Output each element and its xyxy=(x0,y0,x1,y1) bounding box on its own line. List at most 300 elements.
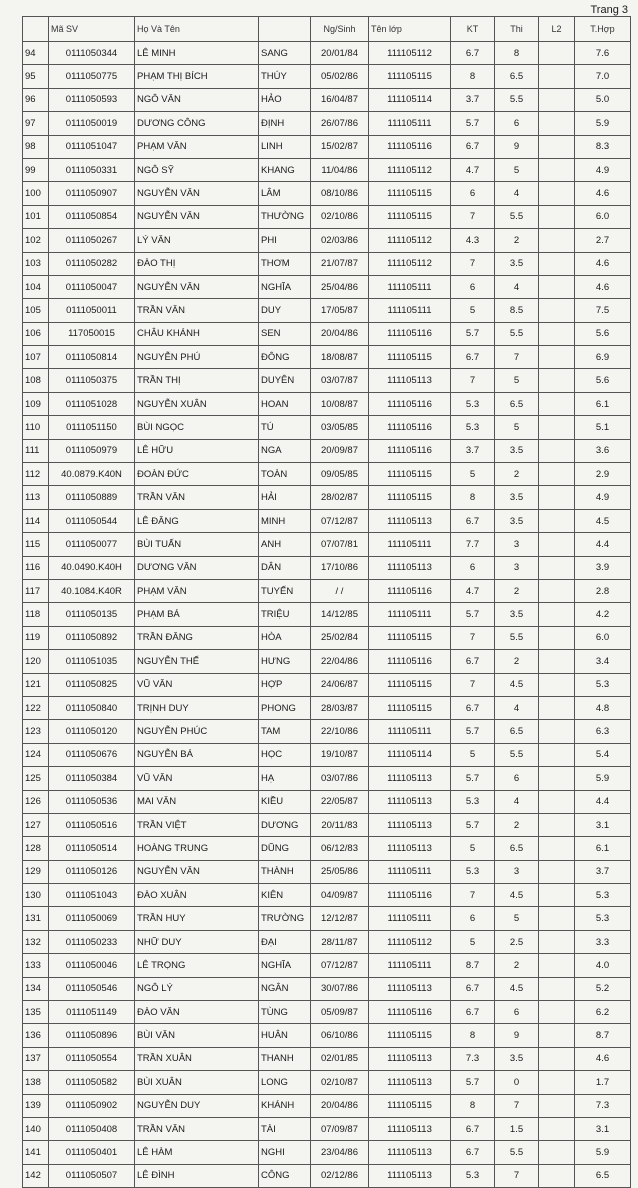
table-row xyxy=(23,673,631,696)
student-id: 0111050854 xyxy=(49,205,135,228)
row-number: 140 xyxy=(23,1117,49,1140)
exam-score: 5.5 xyxy=(495,743,539,766)
class-code: 111105111 xyxy=(369,299,451,322)
header-ho-va-ten: Họ Và Tên xyxy=(135,17,259,42)
birth-date: 03/07/86 xyxy=(311,767,369,790)
student-id: 0111050814 xyxy=(49,346,135,369)
student-id: 0111051028 xyxy=(49,392,135,415)
given-name: TAM xyxy=(259,720,311,743)
given-name: ĐÔNG xyxy=(259,346,311,369)
given-name: TRIỆU xyxy=(259,603,311,626)
kt-score: 6.7 xyxy=(451,977,495,1000)
family-name: ĐÀO XUÂN xyxy=(135,884,259,907)
exam-score: 5.5 xyxy=(495,1141,539,1164)
kt-score: 8 xyxy=(451,65,495,88)
student-id: 0111050902 xyxy=(49,1094,135,1117)
birth-date: / / xyxy=(311,579,369,602)
table-row xyxy=(23,1001,631,1024)
l2-score xyxy=(539,416,575,439)
birth-date: 02/03/86 xyxy=(311,229,369,252)
birth-date: 20/04/86 xyxy=(311,322,369,345)
total-score: 4.2 xyxy=(575,603,631,626)
l2-score xyxy=(539,1117,575,1140)
table-row xyxy=(23,626,631,649)
family-name: NGUYỄN BÁ xyxy=(135,743,259,766)
l2-score xyxy=(539,860,575,883)
table-row xyxy=(23,837,631,860)
family-name: TRẦN THỊ xyxy=(135,369,259,392)
row-number: 114 xyxy=(23,509,49,532)
row-number: 122 xyxy=(23,696,49,719)
class-code: 111105116 xyxy=(369,439,451,462)
birth-date: 20/11/83 xyxy=(311,813,369,836)
l2-score xyxy=(539,603,575,626)
row-number: 112 xyxy=(23,463,49,486)
birth-date: 06/10/86 xyxy=(311,1024,369,1047)
row-number: 136 xyxy=(23,1024,49,1047)
given-name: NGHI xyxy=(259,1141,311,1164)
total-score: 3.4 xyxy=(575,650,631,673)
given-name: HẢO xyxy=(259,88,311,111)
row-number: 107 xyxy=(23,346,49,369)
class-code: 111105116 xyxy=(369,416,451,439)
family-name: CHÂU KHÁNH xyxy=(135,322,259,345)
student-id: 0111050979 xyxy=(49,439,135,462)
class-code: 111105113 xyxy=(369,1071,451,1094)
given-name: TÚ xyxy=(259,416,311,439)
birth-date: 06/12/83 xyxy=(311,837,369,860)
student-id: 0111050896 xyxy=(49,1024,135,1047)
class-code: 111105112 xyxy=(369,229,451,252)
table-row xyxy=(23,42,631,65)
kt-score: 5.7 xyxy=(451,112,495,135)
table-row xyxy=(23,977,631,1000)
class-code: 111105116 xyxy=(369,650,451,673)
kt-score: 5.7 xyxy=(451,322,495,345)
family-name: LÝ VĂN xyxy=(135,229,259,252)
exam-score: 5.5 xyxy=(495,626,539,649)
exam-score: 2.5 xyxy=(495,930,539,953)
l2-score xyxy=(539,42,575,65)
table-row xyxy=(23,1094,631,1117)
total-score: 4.6 xyxy=(575,275,631,298)
exam-score: 3.5 xyxy=(495,1047,539,1070)
family-name: LÊ HÀM xyxy=(135,1141,259,1164)
student-id: 0111050546 xyxy=(49,977,135,1000)
birth-date: 17/05/87 xyxy=(311,299,369,322)
student-id: 0111050267 xyxy=(49,229,135,252)
student-id: 0111050344 xyxy=(49,42,135,65)
exam-score: 2 xyxy=(495,579,539,602)
kt-score: 7.3 xyxy=(451,1047,495,1070)
student-id: 0111050840 xyxy=(49,696,135,719)
header-thop: T.Hợp xyxy=(575,17,631,42)
total-score: 6.0 xyxy=(575,205,631,228)
kt-score: 3.7 xyxy=(451,439,495,462)
given-name: ĐỊNH xyxy=(259,112,311,135)
l2-score xyxy=(539,369,575,392)
table-row xyxy=(23,112,631,135)
student-id: 0111050047 xyxy=(49,275,135,298)
total-score: 3.9 xyxy=(575,556,631,579)
birth-date: 20/01/84 xyxy=(311,42,369,65)
given-name: DUY xyxy=(259,299,311,322)
exam-score: 2 xyxy=(495,463,539,486)
class-code: 111105111 xyxy=(369,533,451,556)
table-row xyxy=(23,767,631,790)
row-number: 128 xyxy=(23,837,49,860)
family-name: BÙI VĂN xyxy=(135,1024,259,1047)
exam-score: 2 xyxy=(495,229,539,252)
table-row xyxy=(23,579,631,602)
class-code: 111105112 xyxy=(369,930,451,953)
table-row xyxy=(23,1047,631,1070)
given-name: HẠ xyxy=(259,767,311,790)
birth-date: 12/12/87 xyxy=(311,907,369,930)
kt-score: 7 xyxy=(451,884,495,907)
birth-date: 28/03/87 xyxy=(311,696,369,719)
exam-score: 1.5 xyxy=(495,1117,539,1140)
exam-score: 5 xyxy=(495,416,539,439)
table-row xyxy=(23,743,631,766)
birth-date: 02/12/86 xyxy=(311,1164,369,1187)
row-number: 119 xyxy=(23,626,49,649)
given-name: KIÊN xyxy=(259,884,311,907)
l2-score xyxy=(539,112,575,135)
row-number: 110 xyxy=(23,416,49,439)
kt-score: 6.7 xyxy=(451,509,495,532)
student-id: 0111050825 xyxy=(49,673,135,696)
kt-score: 6 xyxy=(451,556,495,579)
total-score: 5.2 xyxy=(575,977,631,1000)
family-name: PHẠM BÁ xyxy=(135,603,259,626)
class-code: 111105115 xyxy=(369,65,451,88)
l2-score xyxy=(539,439,575,462)
row-number: 95 xyxy=(23,65,49,88)
birth-date: 25/05/86 xyxy=(311,860,369,883)
exam-score: 6.5 xyxy=(495,65,539,88)
total-score: 3.1 xyxy=(575,1117,631,1140)
family-name: NGUYỄN THẾ xyxy=(135,650,259,673)
exam-score: 5.5 xyxy=(495,322,539,345)
l2-score xyxy=(539,626,575,649)
table-row xyxy=(23,603,631,626)
student-id: 0111050331 xyxy=(49,158,135,181)
total-score: 4.6 xyxy=(575,252,631,275)
birth-date: 03/07/87 xyxy=(311,369,369,392)
kt-score: 7 xyxy=(451,205,495,228)
table-row xyxy=(23,556,631,579)
exam-score: 2 xyxy=(495,954,539,977)
family-name: NGUYỄN PHÚ xyxy=(135,346,259,369)
given-name: DUYÊN xyxy=(259,369,311,392)
birth-date: 08/10/86 xyxy=(311,182,369,205)
l2-score xyxy=(539,486,575,509)
given-name: CÔNG xyxy=(259,1164,311,1187)
birth-date: 14/12/85 xyxy=(311,603,369,626)
student-id: 0111050046 xyxy=(49,954,135,977)
exam-score: 5 xyxy=(495,158,539,181)
row-number: 130 xyxy=(23,884,49,907)
given-name: LONG xyxy=(259,1071,311,1094)
birth-date: 07/09/87 xyxy=(311,1117,369,1140)
l2-score xyxy=(539,813,575,836)
student-id: 0111050401 xyxy=(49,1141,135,1164)
birth-date: 23/04/86 xyxy=(311,1141,369,1164)
student-id: 0111050507 xyxy=(49,1164,135,1187)
class-code: 111105112 xyxy=(369,158,451,181)
row-number: 135 xyxy=(23,1001,49,1024)
kt-score: 5.7 xyxy=(451,813,495,836)
row-number: 123 xyxy=(23,720,49,743)
family-name: NGUYỄN VĂN xyxy=(135,275,259,298)
row-number: 132 xyxy=(23,930,49,953)
table-row xyxy=(23,275,631,298)
kt-score: 5.7 xyxy=(451,767,495,790)
table-row xyxy=(23,930,631,953)
kt-score: 6 xyxy=(451,275,495,298)
student-id: 0111050077 xyxy=(49,533,135,556)
given-name: HỌC xyxy=(259,743,311,766)
row-number: 108 xyxy=(23,369,49,392)
total-score: 5.3 xyxy=(575,907,631,930)
kt-score: 5.7 xyxy=(451,603,495,626)
family-name: VŨ VĂN xyxy=(135,767,259,790)
family-name: ĐÀO VĂN xyxy=(135,1001,259,1024)
birth-date: 22/05/87 xyxy=(311,790,369,813)
family-name: TRẦN HUY xyxy=(135,907,259,930)
family-name: LÊ MINH xyxy=(135,42,259,65)
student-id: 0111050120 xyxy=(49,720,135,743)
l2-score xyxy=(539,182,575,205)
given-name: HUÂN xyxy=(259,1024,311,1047)
class-code: 111105113 xyxy=(369,1164,451,1187)
birth-date: 04/09/87 xyxy=(311,884,369,907)
total-score: 5.6 xyxy=(575,322,631,345)
l2-score xyxy=(539,1164,575,1187)
l2-score xyxy=(539,954,575,977)
given-name: THƠM xyxy=(259,252,311,275)
birth-date: 05/09/87 xyxy=(311,1001,369,1024)
kt-score: 7 xyxy=(451,369,495,392)
l2-score xyxy=(539,1024,575,1047)
kt-score: 6.7 xyxy=(451,346,495,369)
given-name: NGÂN xyxy=(259,977,311,1000)
family-name: PHẠM VĂN xyxy=(135,135,259,158)
student-id: 0111050282 xyxy=(49,252,135,275)
kt-score: 7 xyxy=(451,252,495,275)
student-id: 0111050135 xyxy=(49,603,135,626)
table-row xyxy=(23,1071,631,1094)
l2-score xyxy=(539,65,575,88)
class-code: 111105113 xyxy=(369,790,451,813)
table-row xyxy=(23,463,631,486)
table-row xyxy=(23,135,631,158)
total-score: 4.6 xyxy=(575,182,631,205)
student-id: 0111050907 xyxy=(49,182,135,205)
l2-score xyxy=(539,1094,575,1117)
total-score: 7.0 xyxy=(575,65,631,88)
family-name: BÙI NGỌC xyxy=(135,416,259,439)
given-name: TOÀN xyxy=(259,463,311,486)
header-stt xyxy=(23,17,49,42)
l2-score xyxy=(539,767,575,790)
row-number: 121 xyxy=(23,673,49,696)
table-row xyxy=(23,158,631,181)
total-score: 3.3 xyxy=(575,930,631,953)
l2-score xyxy=(539,158,575,181)
total-score: 5.4 xyxy=(575,743,631,766)
family-name: NGUYỄN XUÂN xyxy=(135,392,259,415)
birth-date: 10/08/87 xyxy=(311,392,369,415)
kt-score: 5 xyxy=(451,463,495,486)
total-score: 8.3 xyxy=(575,135,631,158)
row-number: 129 xyxy=(23,860,49,883)
kt-score: 5.3 xyxy=(451,392,495,415)
class-code: 111105115 xyxy=(369,182,451,205)
kt-score: 3.7 xyxy=(451,88,495,111)
student-id: 0111050582 xyxy=(49,1071,135,1094)
table-row xyxy=(23,533,631,556)
row-number: 96 xyxy=(23,88,49,111)
family-name: HOÀNG TRUNG xyxy=(135,837,259,860)
family-name: LÊ ĐĂNG xyxy=(135,509,259,532)
given-name: KHÁNH xyxy=(259,1094,311,1117)
family-name: LÊ TRỌNG xyxy=(135,954,259,977)
student-id: 0111050019 xyxy=(49,112,135,135)
table-row xyxy=(23,954,631,977)
l2-score xyxy=(539,322,575,345)
total-score: 5.9 xyxy=(575,1141,631,1164)
row-number: 138 xyxy=(23,1071,49,1094)
family-name: DƯƠNG VĂN xyxy=(135,556,259,579)
total-score: 4.9 xyxy=(575,486,631,509)
kt-score: 6.7 xyxy=(451,1117,495,1140)
family-name: NHỮ DUY xyxy=(135,930,259,953)
birth-date: 20/04/86 xyxy=(311,1094,369,1117)
l2-score xyxy=(539,1001,575,1024)
family-name: MAI VĂN xyxy=(135,790,259,813)
family-name: NGÔ VĂN xyxy=(135,88,259,111)
class-code: 111105116 xyxy=(369,135,451,158)
l2-score xyxy=(539,650,575,673)
kt-score: 6.7 xyxy=(451,135,495,158)
given-name: LINH xyxy=(259,135,311,158)
given-name: TUYẾN xyxy=(259,579,311,602)
kt-score: 4.7 xyxy=(451,579,495,602)
birth-date: 02/10/86 xyxy=(311,205,369,228)
family-name: NGÔ LÝ xyxy=(135,977,259,1000)
student-id: 0111050384 xyxy=(49,767,135,790)
birth-date: 07/12/87 xyxy=(311,954,369,977)
row-number: 113 xyxy=(23,486,49,509)
given-name: DŨNG xyxy=(259,837,311,860)
row-number: 141 xyxy=(23,1141,49,1164)
family-name: BÙI XUÂN xyxy=(135,1071,259,1094)
total-score: 6.0 xyxy=(575,626,631,649)
row-number: 117 xyxy=(23,579,49,602)
kt-score: 6 xyxy=(451,182,495,205)
exam-score: 3 xyxy=(495,533,539,556)
exam-score: 4 xyxy=(495,696,539,719)
class-code: 111105116 xyxy=(369,392,451,415)
family-name: NGUYỄN VĂN xyxy=(135,182,259,205)
l2-score xyxy=(539,907,575,930)
exam-score: 4 xyxy=(495,790,539,813)
l2-score xyxy=(539,930,575,953)
kt-score: 5 xyxy=(451,299,495,322)
given-name: MINH xyxy=(259,509,311,532)
student-id: 0111051043 xyxy=(49,884,135,907)
exam-score: 7 xyxy=(495,1164,539,1187)
l2-score xyxy=(539,884,575,907)
l2-score xyxy=(539,673,575,696)
total-score: 4.5 xyxy=(575,509,631,532)
header-row xyxy=(23,17,631,42)
class-code: 111105113 xyxy=(369,1117,451,1140)
table-row xyxy=(23,1117,631,1140)
given-name: HỢP xyxy=(259,673,311,696)
given-name: THƯỜNG xyxy=(259,205,311,228)
row-number: 103 xyxy=(23,252,49,275)
l2-score xyxy=(539,275,575,298)
family-name: TRẦN VIỆT xyxy=(135,813,259,836)
exam-score: 5 xyxy=(495,369,539,392)
table-row xyxy=(23,229,631,252)
l2-score xyxy=(539,88,575,111)
total-score: 7.5 xyxy=(575,299,631,322)
kt-score: 5 xyxy=(451,930,495,953)
birth-date: 11/04/86 xyxy=(311,158,369,181)
kt-score: 8.7 xyxy=(451,954,495,977)
class-code: 111105113 xyxy=(369,813,451,836)
class-code: 111105112 xyxy=(369,42,451,65)
row-number: 131 xyxy=(23,907,49,930)
grade-table xyxy=(22,16,631,1188)
given-name: NGHĨA xyxy=(259,275,311,298)
exam-score: 6.5 xyxy=(495,720,539,743)
class-code: 111105114 xyxy=(369,743,451,766)
page-number: Trang 3 xyxy=(590,4,628,16)
l2-score xyxy=(539,1047,575,1070)
student-id: 40.1084.K40R xyxy=(49,579,135,602)
l2-score xyxy=(539,463,575,486)
birth-date: 22/04/86 xyxy=(311,650,369,673)
row-number: 105 xyxy=(23,299,49,322)
table-row xyxy=(23,299,631,322)
total-score: 4.8 xyxy=(575,696,631,719)
student-id: 0111050408 xyxy=(49,1117,135,1140)
l2-score xyxy=(539,696,575,719)
class-code: 111105113 xyxy=(369,977,451,1000)
total-score: 7.3 xyxy=(575,1094,631,1117)
birth-date: 03/05/85 xyxy=(311,416,369,439)
l2-score xyxy=(539,790,575,813)
class-code: 111105111 xyxy=(369,720,451,743)
student-id: 0111050892 xyxy=(49,626,135,649)
row-number: 120 xyxy=(23,650,49,673)
class-code: 111105111 xyxy=(369,907,451,930)
given-name: HOAN xyxy=(259,392,311,415)
l2-score xyxy=(539,392,575,415)
table-row xyxy=(23,205,631,228)
exam-score: 9 xyxy=(495,1024,539,1047)
birth-date: 15/02/87 xyxy=(311,135,369,158)
l2-score xyxy=(539,299,575,322)
total-score: 5.3 xyxy=(575,884,631,907)
exam-score: 0 xyxy=(495,1071,539,1094)
row-number: 94 xyxy=(23,42,49,65)
